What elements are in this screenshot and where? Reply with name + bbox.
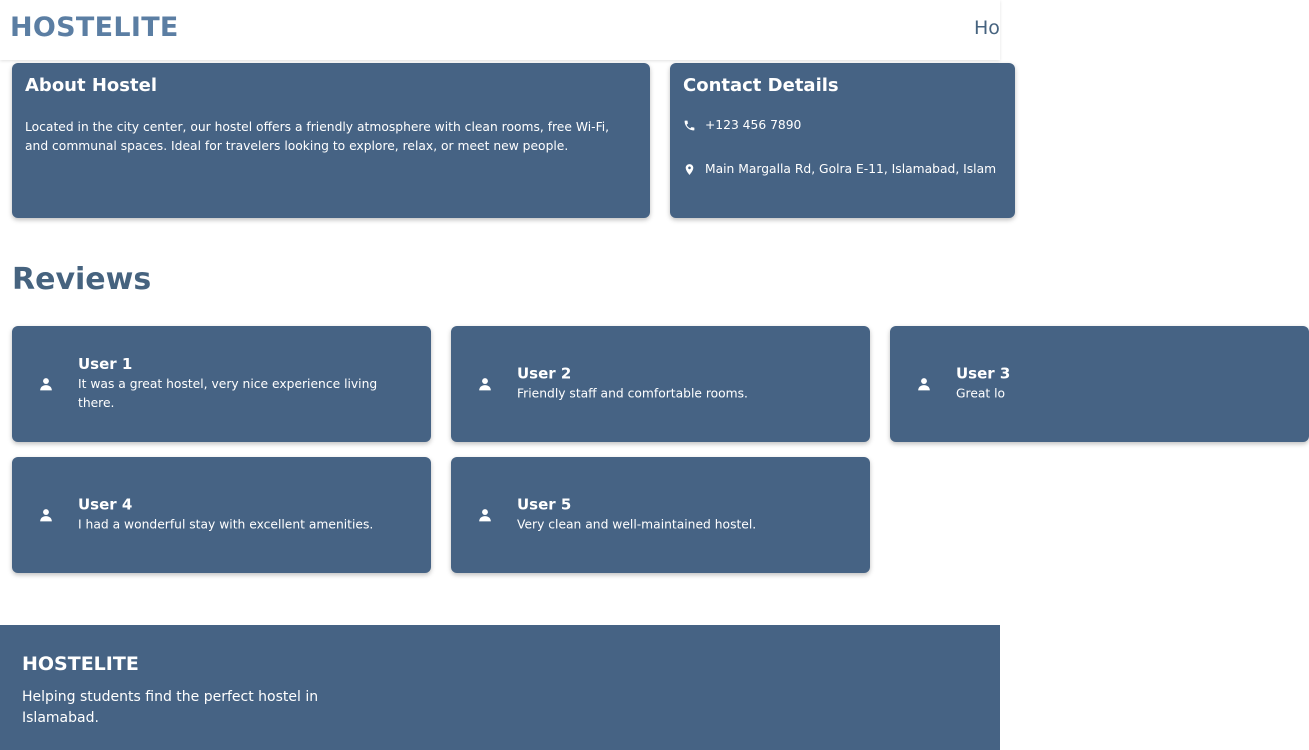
review-card bbox=[451, 457, 870, 573]
contact-phone-text: +123 456 7890 bbox=[705, 118, 802, 132]
location-pin-icon bbox=[683, 163, 696, 176]
review-text: Great lo bbox=[956, 386, 1006, 401]
footer-tagline: Helping students find the perfect hostel in Islamabad. bbox=[22, 689, 319, 726]
nav-home-link[interactable]: Ho bbox=[974, 17, 1000, 39]
about-hostel-text: Located in the city center, our hostel offers a friendly atmosphere with clean rooms, free Wi-Fi, and communal spaces. Ideal for travelers looking to explore, relax, or meet new people. bbox=[25, 120, 610, 153]
about-hostel-card bbox=[12, 63, 650, 218]
user-icon bbox=[478, 508, 492, 522]
review-user-name: User 3 bbox=[956, 364, 1011, 383]
user-icon bbox=[39, 508, 53, 522]
footer-logo: HOSTELITE bbox=[22, 653, 139, 675]
user-icon bbox=[478, 377, 492, 391]
about-hostel-title: About Hostel bbox=[25, 75, 157, 96]
review-user-name: User 2 bbox=[517, 364, 572, 383]
site-logo[interactable]: HOSTELITE bbox=[10, 12, 179, 43]
review-text: Friendly staff and comfortable rooms. bbox=[517, 386, 748, 401]
phone-icon bbox=[683, 119, 696, 132]
review-user-name: User 1 bbox=[78, 355, 133, 373]
review-card bbox=[12, 457, 431, 573]
review-text: Very clean and well-maintained hostel. bbox=[517, 517, 757, 532]
site-footer bbox=[0, 625, 1000, 750]
review-user-name: User 5 bbox=[517, 495, 572, 514]
review-user-name: User 4 bbox=[78, 495, 133, 514]
review-text: I had a wonderful stay with excellent amenities. bbox=[78, 517, 374, 532]
review-text: It was a great hostel, very nice experience living there. bbox=[78, 377, 378, 410]
site-header bbox=[0, 0, 1000, 60]
contact-details-title: Contact Details bbox=[683, 75, 839, 96]
contact-details-card bbox=[670, 63, 1015, 218]
user-icon bbox=[917, 377, 931, 391]
reviews-heading: Reviews bbox=[12, 262, 152, 297]
contact-address-row[interactable] bbox=[683, 162, 996, 176]
contact-address-text: Main Margalla Rd, Golra E-11, Islamabad, Islam bbox=[705, 162, 997, 176]
review-card bbox=[12, 326, 431, 442]
user-icon bbox=[39, 377, 53, 391]
contact-phone-row[interactable] bbox=[683, 118, 801, 132]
review-card bbox=[890, 326, 1309, 442]
review-card bbox=[451, 326, 870, 442]
